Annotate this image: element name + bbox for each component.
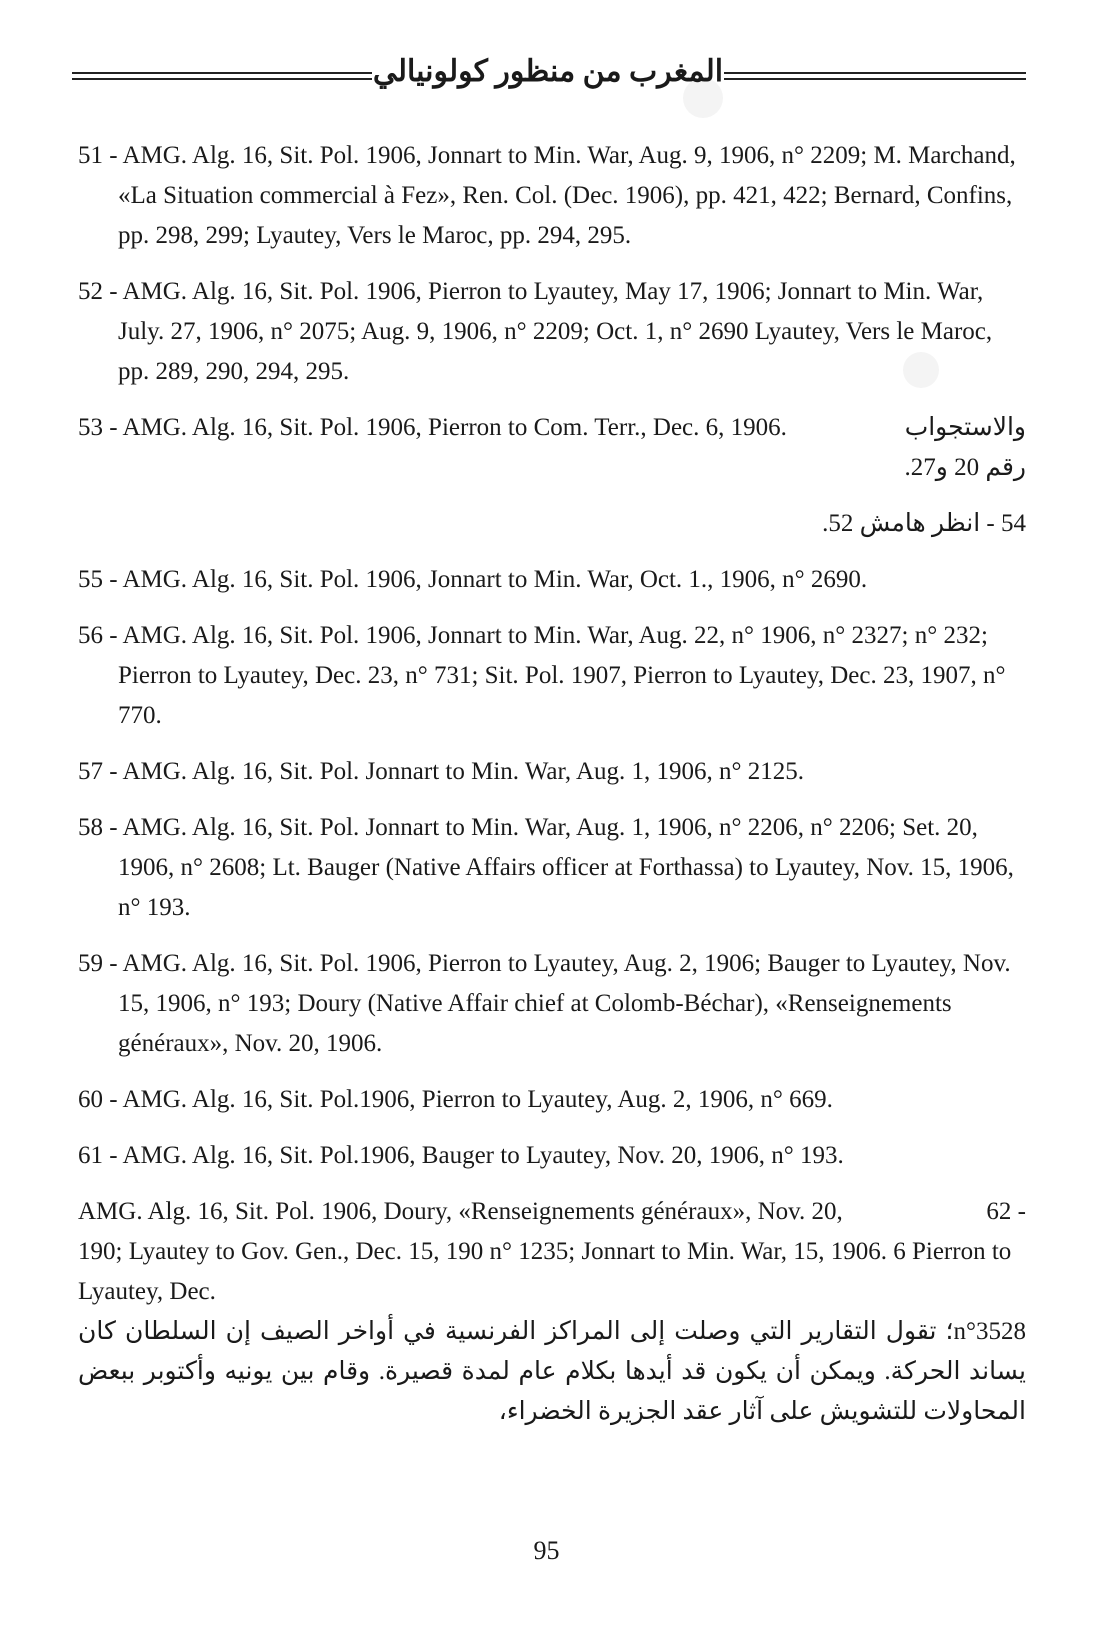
footnote-number: 59 -	[78, 950, 118, 977]
footnote-text: AMG. Alg. 16, Sit. Pol. 1906, Pierron to Lyautey, May 17, 1906; Jonnart to Min. War, July. 27, 1906, n° 2075; Aug. 9, 1906, n° 2209; Oct. 1, n° 2690 Lyautey, Vers le Maroc, pp. 289, 290, 294, 295.	[118, 278, 993, 385]
footnote-arabic-continuation: n°3528؛ تقول التقارير التي وصلت إلى المراكز الفرنسية في أواخر الصيف إن السلطان كان يساند الحركة. ويمكن أن يكون قد أيدها بكلام عام لمدة قصيرة. وقام بين يونيه وأكتوبر ببعض المحاولات للتشويش على آثار عقد الجزيرة الخضراء،	[78, 1318, 1026, 1425]
footnote-54	[78, 504, 1026, 544]
footnote-52	[78, 272, 1026, 392]
footnote-number: 51 -	[78, 142, 118, 169]
footnote-text: AMG. Alg. 16, Sit. Pol.1906, Pierron to Lyautey, Aug. 2, 1906, n° 669.	[122, 1086, 833, 1113]
footnote-number: 52 -	[78, 278, 118, 305]
footnote-53	[78, 408, 1026, 488]
footnote-arabic-tail: والاستجواب	[904, 414, 1026, 441]
footnote-text: AMG. Alg. 16, Sit. Pol. 1906, Jonnart to Min. War, Aug. 22, n° 1906, n° 2327; n° 232; Pierron to Lyautey, Dec. 23, n° 731; Sit. Pol. 1907, Pierron to Lyautey, Dec. 23, 1907, n° 770.	[118, 622, 1006, 729]
footnote-number: 55 -	[78, 566, 118, 593]
header-rule-right	[724, 72, 1026, 80]
footnote-51	[78, 136, 1026, 256]
running-title: المغرب من منظور كولونيالي	[372, 55, 724, 88]
footnote-number: 57 -	[78, 758, 118, 785]
footnote-text: AMG. Alg. 16, Sit. Pol. 1906, Doury, «Renseignements généraux», Nov. 20,	[78, 1198, 843, 1225]
header-rule-left	[72, 72, 372, 80]
footnote-number: 54 -	[986, 510, 1026, 537]
footnote-58	[78, 808, 1026, 928]
footnote-text: AMG. Alg. 16, Sit. Pol. 1906, Pierron to Com. Terr., Dec. 6, 1906.	[122, 414, 787, 441]
page-number: 95	[533, 1536, 560, 1565]
footnote-56	[78, 616, 1026, 736]
footnote-text: AMG. Alg. 16, Sit. Pol. Jonnart to Min. War, Aug. 1, 1906, n° 2206, n° 2206; Set. 20, 1906, n° 2608; Lt. Bauger (Native Affairs officer at Forthassa) to Lyautey, Nov. 15, 1906, n° 193.	[118, 814, 1014, 921]
footnote-59	[78, 944, 1026, 1064]
footnote-number: 56 -	[78, 622, 118, 649]
footnote-60	[78, 1080, 1026, 1120]
footnote-number: 60 -	[78, 1086, 118, 1113]
footnote-number: 58 -	[78, 814, 118, 841]
footnote-text: انظر هامش 52.	[822, 510, 981, 537]
footnote-arabic-line: رقم 20 و27.	[904, 454, 1026, 481]
footnote-text: AMG. Alg. 16, Sit. Pol. Jonnart to Min. War, Aug. 1, 1906, n° 2125.	[122, 758, 805, 785]
footnote-text: AMG. Alg. 16, Sit. Pol.1906, Bauger to Lyautey, Nov. 20, 1906, n° 193.	[122, 1142, 844, 1169]
footnote-text: AMG. Alg. 16, Sit. Pol. 1906, Jonnart to Min. War, Aug. 9, 1906, n° 2209; M. Marchand, «La Situation commercial à Fez», Ren. Col. (Dec. 1906), pp. 421, 422; Bernard, Confins, pp. 298, 299; Lyautey, Vers le Maroc, pp. 294, 295.	[118, 142, 1016, 249]
footnote-text: AMG. Alg. 16, Sit. Pol. 1906, Pierron to Lyautey, Aug. 2, 1906; Bauger to Lyautey, Nov. 15, 1906, n° 193; Doury (Native Affair chief at Colomb-Béchar), «Renseignements généraux», Nov. 20, 1906.	[118, 950, 1011, 1057]
footnote-57	[78, 752, 1026, 792]
page-header	[72, 48, 1026, 100]
footnotes	[78, 136, 1026, 1448]
footnote-62	[78, 1192, 1026, 1432]
footnote-61	[78, 1136, 1026, 1176]
footnote-number: 61 -	[78, 1142, 118, 1169]
footnote-number: 62 -	[986, 1198, 1026, 1225]
footnote-continuation: 190; Lyautey to Gov. Gen., Dec. 15, 190 n° 1235; Jonnart to Min. War, 15, 1906. 6 Pierron to Lyautey, Dec.	[78, 1238, 1012, 1305]
footnote-text: AMG. Alg. 16, Sit. Pol. 1906, Jonnart to Min. War, Oct. 1., 1906, n° 2690.	[122, 566, 868, 593]
footnote-number: 53 -	[78, 414, 118, 441]
footnote-55	[78, 560, 1026, 600]
